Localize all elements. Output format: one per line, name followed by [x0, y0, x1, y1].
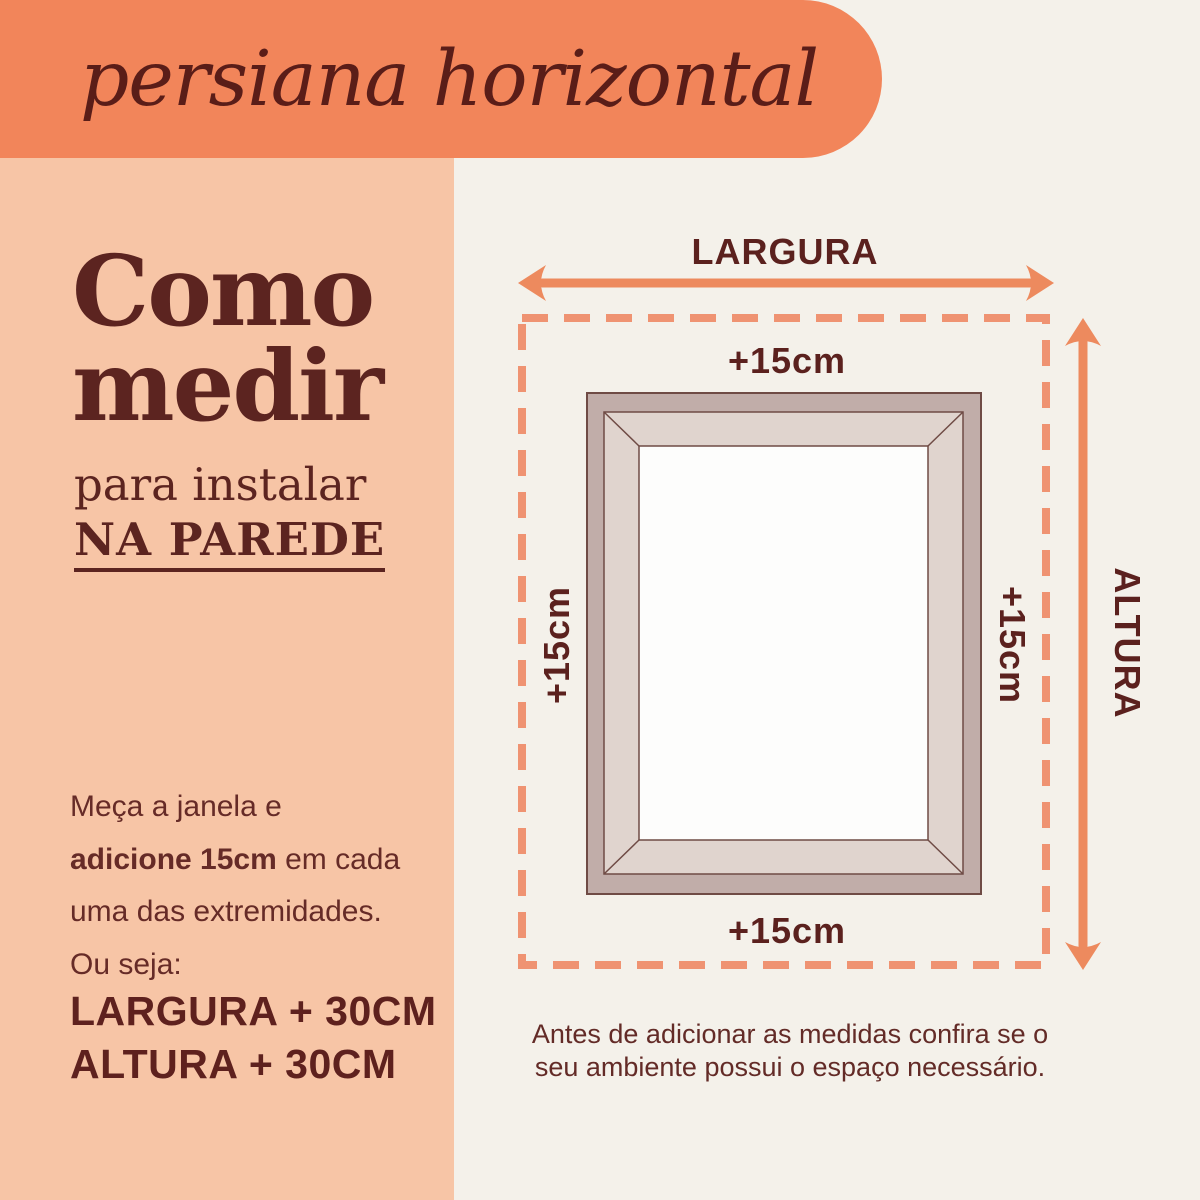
instruction-line-4: Ou seja:	[70, 947, 182, 981]
margin-top-label: +15cm	[727, 340, 847, 381]
header-banner	[0, 0, 882, 158]
measure-instructions	[70, 781, 400, 991]
page-title: persiana horizontal	[80, 34, 819, 124]
margin-right-label: +15cm	[992, 585, 1033, 705]
instruction-line-3: uma das extremidades.	[70, 895, 382, 928]
heading-line-1: Como	[72, 234, 374, 348]
height-formula: ALTURA + 30CM	[70, 1041, 397, 1088]
subheading-line-1: para instalar	[74, 458, 367, 511]
altura-label: ALTURA	[1107, 567, 1148, 719]
instruction-line-2	[70, 834, 400, 887]
section-heading	[72, 234, 383, 444]
margin-bottom-label: +15cm	[727, 910, 847, 951]
formula-list	[70, 985, 437, 1092]
heading-line-2: medir	[72, 329, 383, 444]
largura-label: LARGURA	[691, 231, 879, 272]
instruction-panel	[0, 158, 454, 1200]
footer-note-line-2: seu ambiente possui o espaço necessário.	[534, 1051, 1046, 1082]
width-formula: LARGURA + 30CM	[70, 988, 437, 1034]
width-arrow-icon	[512, 261, 1060, 305]
footer-note-line-1: Antes de adicionar as medidas confira se o	[531, 1019, 1049, 1049]
subheading-line-2: NA PAREDE	[74, 513, 385, 572]
height-arrow-icon	[1061, 312, 1105, 976]
window-frame-illustration	[586, 392, 982, 895]
instruction-line-2-rest: em cada	[276, 842, 401, 876]
margin-left-label: +15cm	[536, 585, 577, 705]
footer-note	[490, 1018, 1090, 1084]
instruction-line-2-bold: adicione 15cm	[70, 842, 277, 876]
instruction-line-1: Meça a janela e	[70, 790, 282, 823]
section-subheading	[74, 458, 385, 568]
